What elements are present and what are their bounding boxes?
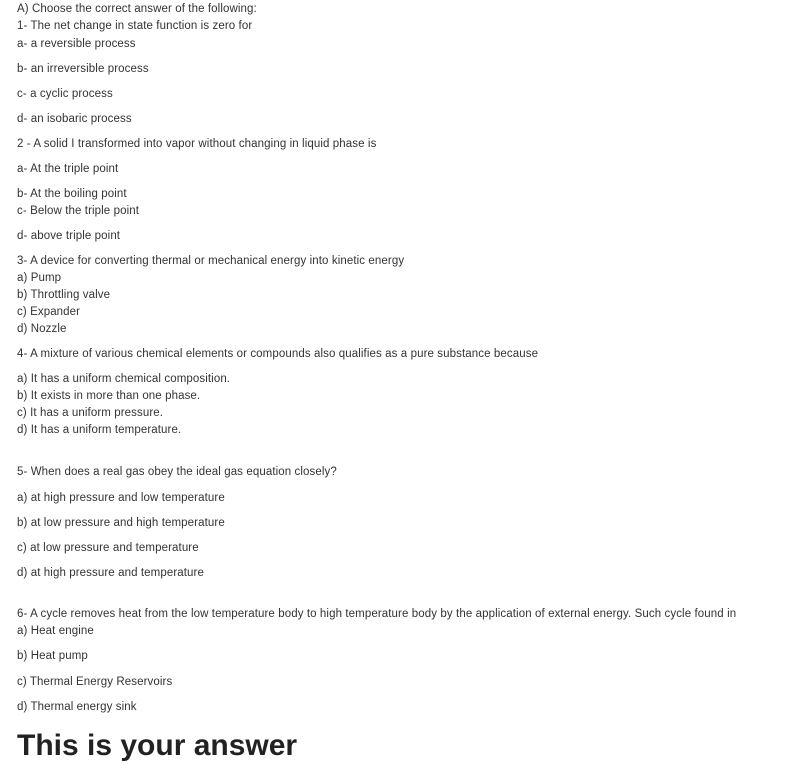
q4-option-a: a) It has a uniform chemical composition. [17,373,231,385]
instructions-header: A) Choose the correct answer of the following: [17,3,257,15]
q3-option-b: b) Throttling valve [17,289,111,301]
q3-option-c: c) Expander [17,306,81,318]
q3-option-d: d) Nozzle [17,323,67,335]
q6-option-a: a) Heat engine [17,625,94,637]
q2-option-a: a- At the triple point [17,163,119,175]
q5-option-a: a) at high pressure and low temperature [17,492,225,504]
q6-option-b: b) Heat pump [17,650,88,662]
q2-option-d: d- above triple point [17,230,121,242]
q5-option-c: c) at low pressure and temperature [17,542,199,554]
answer-heading: This is your answer [17,729,298,762]
question-3: 3- A device for converting thermal or mechanical energy into kinetic energy [17,255,405,267]
q1-option-a: a- a reversible process [17,38,136,50]
q3-option-a: a) Pump [17,272,62,284]
question-4: 4- A mixture of various chemical elements or compounds also qualifies as a pure substance because [17,348,539,360]
q1-option-c: c- a cyclic process [17,88,113,100]
question-2: 2 - A solid I transformed into vapor without changing in liquid phase is [17,138,377,150]
q6-option-d: d) Thermal energy sink [17,701,137,713]
question-1: 1- The net change in state function is zero for [17,20,253,32]
question-5: 5- When does a real gas obey the ideal gas equation closely? [17,466,337,478]
q1-option-b: b- an irreversible process [17,63,149,75]
q4-option-d: d) It has a uniform temperature. [17,424,182,436]
question-6: 6- A cycle removes heat from the low temperature body to high temperature body by the application of external energy. Such cycle found in [17,608,737,620]
q2-option-b: b- At the boiling point [17,188,127,200]
q4-option-b: b) It exists in more than one phase. [17,390,201,402]
q1-option-d: d- an isobaric process [17,113,132,125]
q2-option-c: c- Below the triple point [17,205,140,217]
q4-option-c: c) It has a uniform pressure. [17,407,164,419]
q5-option-b: b) at low pressure and high temperature [17,517,225,529]
q6-option-c: c) Thermal Energy Reservoirs [17,676,173,688]
q5-option-d: d) at high pressure and temperature [17,567,204,579]
